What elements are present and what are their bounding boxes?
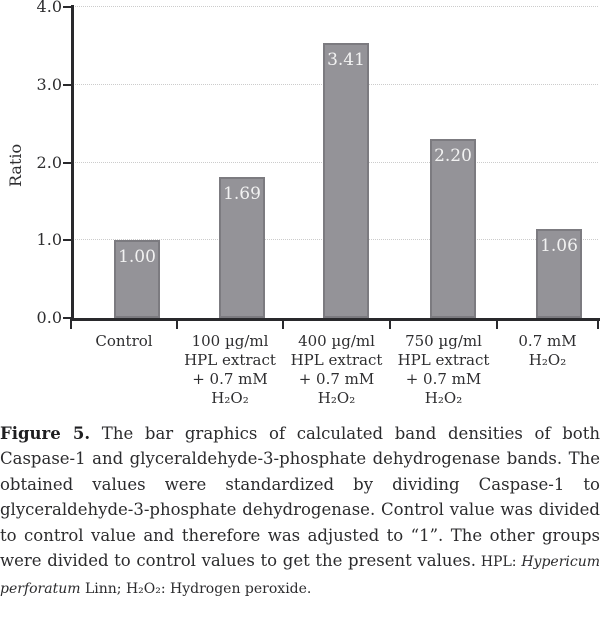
x-axis-line [71,318,600,321]
x-category-label-line: + 0.7 mM [192,370,268,388]
y-tick [63,84,72,86]
x-category-label-line: H₂O₂ [424,389,463,407]
note-species: Hypericum perforatum [0,554,600,598]
y-tick-label: 4.0 [36,0,62,16]
bar-value-label: 1.00 [118,247,156,267]
x-tick [496,318,498,329]
x-category-label-line: 400 µg/ml [298,332,375,350]
y-axis-title: Ratio [6,143,25,187]
y-tick-label: 3.0 [36,74,62,94]
x-tick [70,318,72,329]
x-category-label-line: + 0.7 mM [405,370,482,388]
x-tick [282,318,284,329]
x-category-label-line: HPL extract [290,351,383,369]
x-tick [389,318,391,329]
bar-value-label: 3.41 [327,50,365,70]
note-suffix: Linn; H₂O₂: Hydrogen peroxide. [80,581,312,598]
y-tick [63,239,72,241]
x-category-label-line: Control [95,332,153,350]
y-tick [63,6,72,8]
x-category-label-line: 0.7 mM [518,332,577,350]
y-tick [63,162,72,164]
caption-label: Figure 5. [0,424,91,443]
x-tick [176,318,178,329]
gridline [71,6,598,7]
x-category-label-line: HPL extract [397,351,490,369]
note-prefix: HPL: [475,554,522,571]
x-category-label-line: 750 µg/ml [405,332,482,350]
x-category-label-line: H₂O₂ [317,389,356,407]
x-category-label-line: + 0.7 mM [298,370,375,388]
figure-caption [0,421,600,603]
caption-body: The bar graphics of calculated band densities of both Caspase-1 and glyceraldehyde-3-phosphate dehydrogenase bands. The obtained values were standardized by dividing Caspase-1 to glyceraldehyde-3-phosphate dehydrogenase. Control value was divided to control value and therefore was adjusted to “1”. The other groups were divided to control values to get the present values. [0,424,600,571]
x-tick [597,318,599,329]
y-tick-label: 0.0 [36,308,62,327]
x-category-label-line: HPL extract [184,351,276,369]
x-category-label-line: 100 µg/ml [191,332,269,350]
bar-value-label: 1.69 [223,184,261,204]
x-category-label-line: H₂O₂ [528,351,567,369]
x-category-label-line: H₂O₂ [211,389,249,407]
y-tick-label: 1.0 [36,230,62,250]
bar-value-label: 1.06 [540,236,578,256]
bar [323,43,369,318]
x-category-label [476,332,600,370]
bar-value-label: 2.20 [434,146,472,166]
y-tick-label: 2.0 [36,152,62,172]
